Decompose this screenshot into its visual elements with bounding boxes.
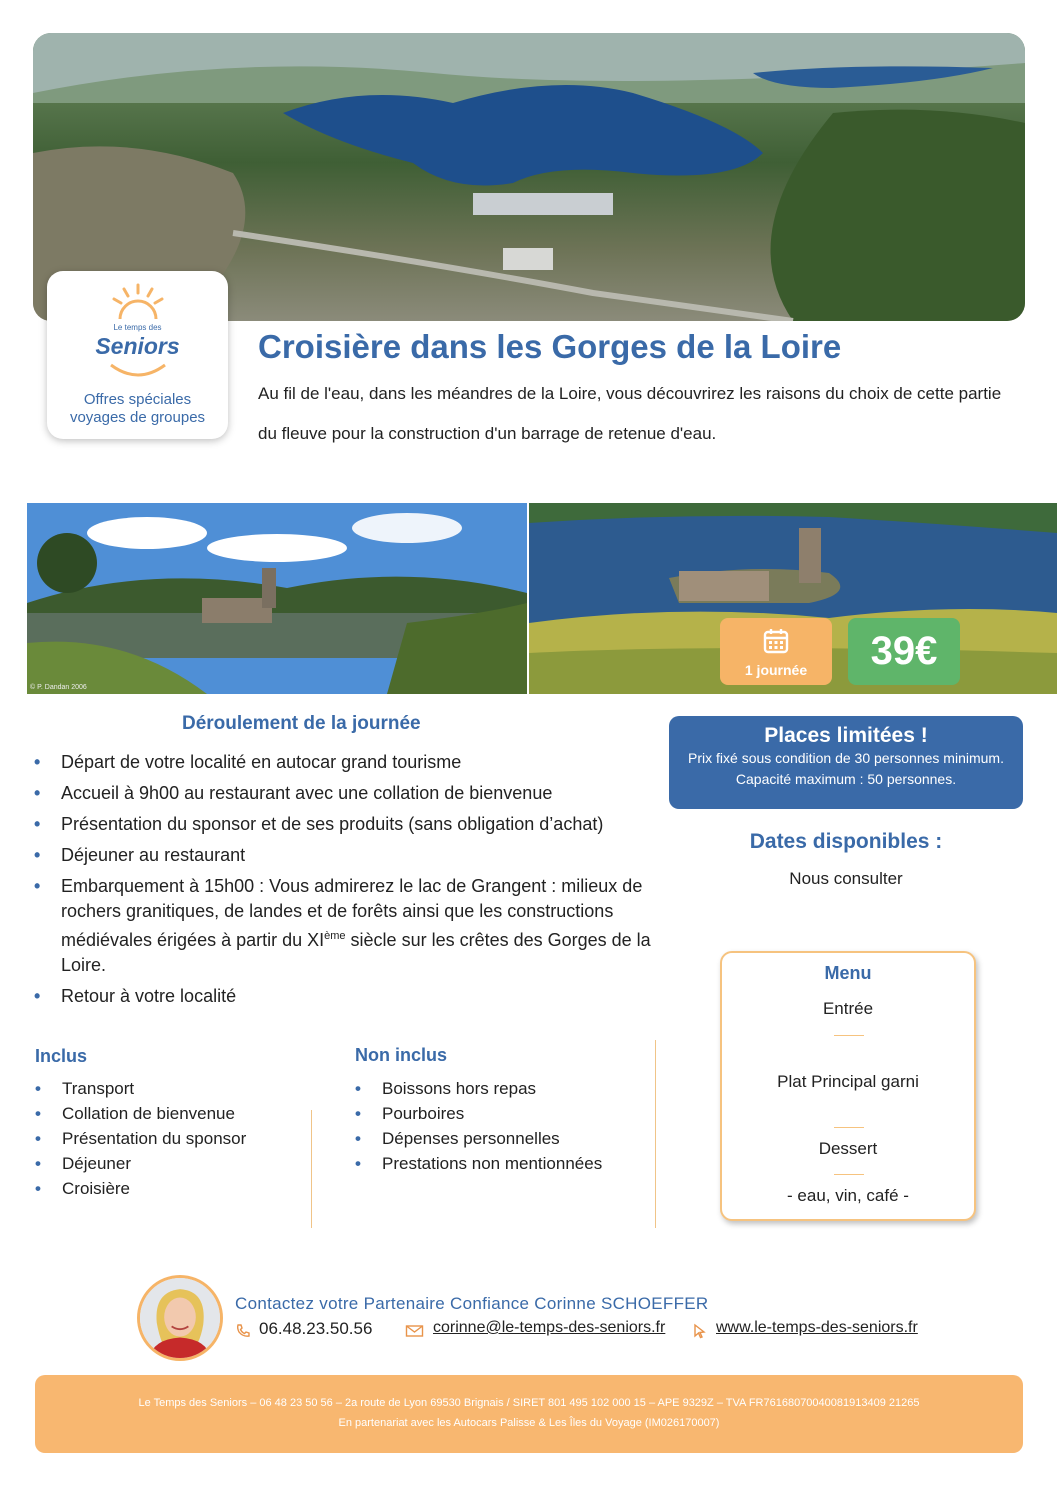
dates-text: Nous consulter <box>789 869 903 888</box>
logo-tagline <box>47 391 228 427</box>
menu-dessert: Dessert <box>818 1139 878 1158</box>
smile-logo-icon <box>107 363 169 381</box>
footer-line2: En partenariat avec les Autocars Palisse & Les Îles du Voyage (IM026170007) <box>338 1417 720 1429</box>
photo-credit: © P. Dandan 2006 <box>30 684 87 691</box>
included-item: • Collation de bienvenue <box>35 1101 246 1126</box>
price-badge: 39€ <box>848 618 960 685</box>
column-divider <box>655 1040 656 1228</box>
menu-card <box>720 951 976 1221</box>
included-item: • Croisière <box>35 1176 246 1201</box>
calendar-icon <box>762 627 790 655</box>
page-title: Croisière dans les Gorges de la Loire <box>258 328 842 365</box>
footer-line1: Le Temps des Seniors – 06 48 23 50 56 – 2a route de Lyon 69530 Brignais / SIRET 801 495 102 000 15 – APE 9329Z – TVA FR76168070040081913409 21265 <box>138 1397 920 1409</box>
not-included-item: • Prestations non mentionnées <box>355 1151 602 1176</box>
not-included-item: • Pourboires <box>355 1101 602 1126</box>
duration-label: 1 journée <box>744 662 808 678</box>
century-suffix: ème <box>324 930 346 942</box>
phone-icon <box>235 1323 251 1339</box>
included-item: • Présentation du sponsor <box>35 1126 246 1151</box>
menu-drinks: - eau, vin, café - <box>787 1186 909 1205</box>
not-included-title: Non inclus <box>355 1045 448 1065</box>
footer-bar <box>35 1375 1023 1453</box>
contact-email-link[interactable]: corinne@le-temps-des-seniors.fr <box>433 1319 666 1336</box>
limited-places-line2: Capacité maximum : 50 personnes. <box>735 771 957 787</box>
included-item: • Transport <box>35 1076 246 1101</box>
not-included-list <box>355 1076 602 1176</box>
contact-website-link[interactable]: www.le-temps-des-seniors.fr <box>716 1319 918 1336</box>
menu-separator <box>834 1174 864 1175</box>
limited-places-box <box>669 716 1023 809</box>
program-item-embarkation <box>34 874 654 978</box>
menu-separator <box>834 1035 864 1036</box>
logo-tagline-line1: Offres spéciales <box>83 391 192 408</box>
menu-main: Plat Principal garni <box>777 1072 919 1091</box>
avatar <box>137 1275 223 1361</box>
sun-logo-icon <box>110 283 166 323</box>
program-title: Déroulement de la journée <box>182 713 421 734</box>
mail-icon <box>405 1323 424 1339</box>
embark-text: Embarquement à 15h00 : Vous admirerez le lac de Grangent : milieux de rochers granitiques, de landes et de forêts ainsi que les constructions médiévales érigées à partir du XI <box>61 876 643 950</box>
logo-wordmark: Seniors <box>95 333 180 359</box>
duration-badge <box>720 618 832 685</box>
not-included-item: • Dépenses personnelles <box>355 1126 602 1151</box>
menu-starter: Entrée <box>822 999 874 1018</box>
program-item: • Retour à votre localité <box>34 984 654 1009</box>
included-title: Inclus <box>35 1046 88 1066</box>
program-item: • Départ de votre localité en autocar grand tourisme <box>34 750 654 775</box>
intro-text: Au fil de l'eau, dans les méandres de la Loire, vous découvrirez les raisons du choix de cette partie du fleuve pour la construction d'un barrage de retenue d'eau. <box>258 384 1002 443</box>
program-list <box>34 750 654 1015</box>
column-divider <box>311 1110 312 1228</box>
limited-places-line1: Prix fixé sous condition de 30 personnes minimum. <box>688 750 1004 766</box>
logo-small-text: Le temps des <box>113 323 162 332</box>
cursor-icon <box>692 1323 708 1339</box>
embark-text-end: siècle sur les crêtes des Gorges de la Loire. <box>61 930 651 975</box>
menu-separator <box>834 1127 864 1128</box>
limited-places-title: Places limitées ! <box>764 724 928 747</box>
logo-tagline-line2: voyages de groupes <box>69 409 206 426</box>
menu-title: Menu <box>824 963 872 983</box>
contact-phone[interactable]: 06.48.23.50.56 <box>259 1319 373 1338</box>
program-item: • Accueil à 9h00 au restaurant avec une collation de bienvenue <box>34 781 654 806</box>
dates-title: Dates disponibles : <box>749 830 943 853</box>
not-included-item: • Boissons hors repas <box>355 1076 602 1101</box>
contact-title: Contactez votre Partenaire Confiance Corinne SCHOEFFER <box>235 1294 709 1313</box>
brand-logo-card <box>47 271 228 439</box>
program-item: • Déjeuner au restaurant <box>34 843 654 868</box>
program-item: • Présentation du sponsor et de ses produits (sans obligation d’achat) <box>34 812 654 837</box>
included-list <box>35 1076 246 1201</box>
included-item: • Déjeuner <box>35 1151 246 1176</box>
castle-panorama-photo <box>27 503 527 694</box>
